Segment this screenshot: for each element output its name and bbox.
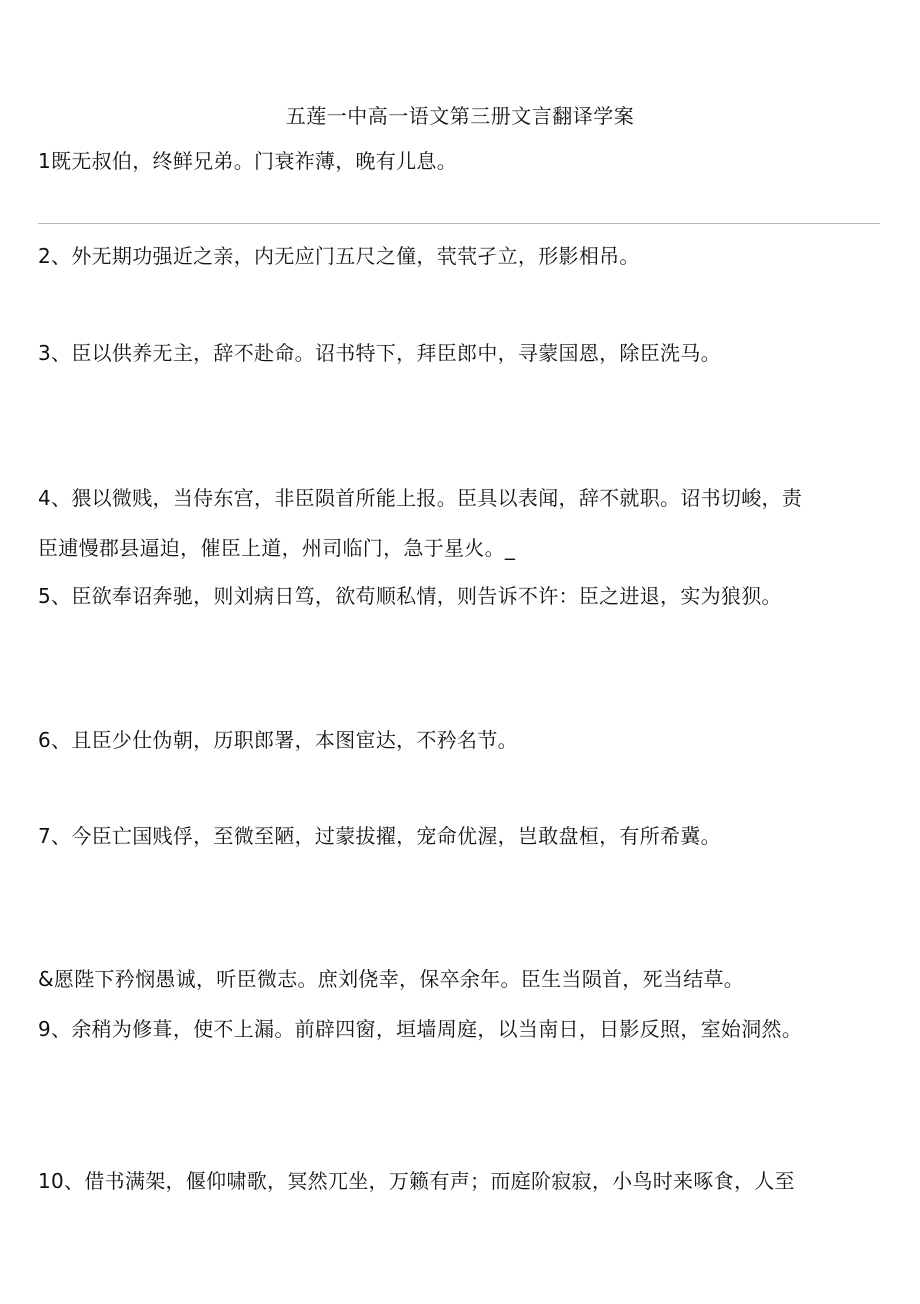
sentence-4-continued: 臣逋慢郡县逼迫，催臣上道，州司临门，急于星火。_: [38, 536, 516, 560]
sentence-7: 7、今臣亡国贱俘，至微至陋，过蒙拔擢，宠命优渥，岂敢盘桓，有所希冀。: [38, 824, 721, 848]
sentence-5: 5、臣欲奉诏奔驰，则刘病日笃，欲苟顺私情，则告诉不许：臣之进退，实为狼狈。: [38, 584, 782, 608]
sentence-8: &愿陛下矜悯愚诚，听臣微志。庶刘侥幸，保卒余年。臣生当陨首，死当结草。: [38, 967, 745, 991]
sentence-10: 10、借书满架，偃仰啸歌，冥然兀坐，万籁有声；而庭阶寂寂，小鸟时来啄食，人至: [38, 1169, 795, 1193]
sentence-9: 9、余稍为修葺，使不上漏。前辟四窗，垣墙周庭，以当南日，日影反照，室始洞然。: [38, 1017, 803, 1041]
sentence-4: 4、猥以微贱，当侍东宫，非臣陨首所能上报。臣具以表闻，辞不就职。诏书切峻，责: [38, 486, 803, 510]
sentence-1: 1既无叔伯，终鲜兄弟。门衰祚薄，晚有儿息。: [38, 149, 458, 173]
document-title: 五莲一中高一语文第三册文言翻译学案: [285, 104, 635, 128]
sentence-6: 6、且臣少仕伪朝，历职郎署，本图宦达，不矜名节。: [38, 728, 518, 752]
separator-line: [38, 223, 880, 224]
sentence-2: 2、外无期功强近之亲，内无应门五尺之僮，茕茕孑立，形影相吊。: [38, 244, 640, 268]
sentence-3: 3、臣以供养无主，辞不赴命。诏书特下，拜臣郎中，寻蒙国恩，除臣洗马。: [38, 341, 721, 365]
